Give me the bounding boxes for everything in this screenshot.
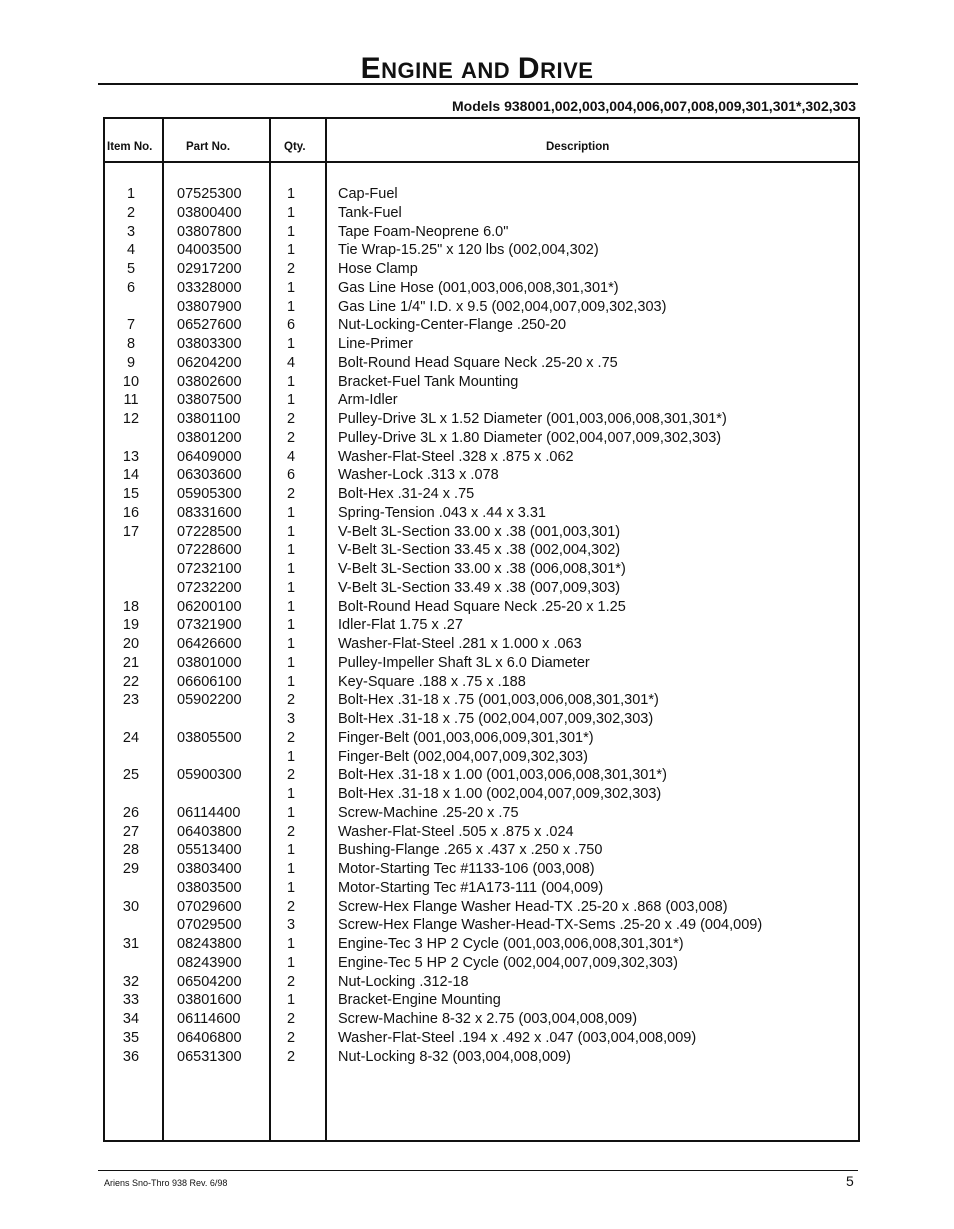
quantity: 2 — [286, 429, 296, 446]
description: Engine-Tec 3 HP 2 Cycle (001,003,006,008,301,301*) — [338, 936, 684, 952]
description: Idler-Flat 1.75 x .27 — [338, 617, 463, 634]
quantity: 2 — [286, 261, 296, 277]
description: Bolt-Round Head Square Neck .25-20 x .75 — [338, 354, 618, 371]
part-number: 06527600 — [177, 317, 242, 334]
item-number: 11 — [123, 392, 139, 409]
table-row — [105, 466, 858, 485]
description: Bracket-Fuel Tank Mounting — [338, 373, 519, 390]
item-number: 1 — [126, 186, 136, 202]
footer-text — [104, 1178, 227, 1188]
description: Key-Square .188 x .75 x .188 — [338, 673, 526, 690]
part-number: 03801100 — [177, 411, 241, 427]
item-number: 23 — [122, 692, 140, 709]
description: V-Belt 3L-Section 33.45 x .38 (002,004,302) — [338, 542, 621, 559]
part-number: 06303600 — [177, 467, 242, 484]
table-row — [105, 616, 858, 635]
header-part-no: Part No. — [186, 141, 231, 153]
table-row — [105, 185, 858, 204]
description: Bolt-Hex .31-24 x .75 — [338, 486, 475, 502]
part-number: 04003500 — [177, 242, 242, 259]
table-row — [105, 1029, 858, 1048]
footer-brand: Ariens — [104, 1178, 130, 1188]
part-number: 07029600 — [177, 898, 242, 915]
part-number: 06114600 — [177, 1011, 241, 1027]
description: Tape Foam-Neoprene 6.0" — [338, 223, 509, 240]
item-number: 31 — [122, 936, 140, 952]
quantity: 2 — [286, 411, 296, 427]
table-row — [105, 354, 858, 373]
description: Nut-Locking 8-32 (003,004,008,009) — [338, 1048, 571, 1065]
quantity: 1 — [286, 992, 296, 1009]
table-row — [105, 729, 858, 748]
item-number: 28 — [122, 842, 140, 859]
item-number: 19 — [122, 617, 140, 634]
quantity: 1 — [286, 242, 296, 259]
quantity: 1 — [286, 186, 296, 202]
part-number: 03801000 — [177, 654, 242, 671]
title-initial-e: E — [360, 52, 382, 85]
quantity: 1 — [286, 804, 296, 821]
quantity: 1 — [286, 673, 296, 690]
part-number: 07525300 — [177, 186, 242, 202]
part-number: 08243900 — [177, 954, 242, 971]
table-row — [105, 485, 858, 504]
item-number: 33 — [122, 992, 140, 1009]
table-row — [105, 1010, 858, 1029]
part-number: 06606100 — [177, 673, 242, 690]
quantity: 2 — [286, 1029, 296, 1046]
header-description: Description — [546, 141, 610, 153]
header-divider — [105, 161, 858, 163]
quantity: 1 — [286, 654, 296, 671]
table-row — [105, 991, 858, 1010]
table-row — [105, 954, 858, 973]
quantity: 1 — [286, 579, 296, 596]
description: Tie Wrap-15.25" x 120 lbs (002,004,302) — [338, 242, 599, 259]
table-row — [105, 541, 858, 560]
table-row — [105, 241, 858, 260]
models-line: Models 938001,002,003,004,006,007,008,009,301,301*,302,303 — [451, 98, 856, 114]
quantity: 1 — [286, 842, 296, 859]
part-number: 07321900 — [177, 617, 242, 634]
quantity: 2 — [286, 692, 296, 709]
item-number: 30 — [122, 898, 140, 915]
quantity: 1 — [286, 954, 296, 971]
item-number: 26 — [122, 804, 140, 821]
table-row — [105, 935, 858, 954]
item-number: 6 — [126, 279, 136, 296]
quantity: 4 — [286, 448, 296, 465]
quantity: 1 — [286, 279, 296, 296]
part-number: 03807500 — [177, 392, 242, 409]
description: Bushing-Flange .265 x .437 x .250 x .750 — [338, 842, 603, 859]
quantity: 4 — [286, 354, 296, 371]
item-number: 16 — [122, 504, 140, 521]
table-row — [105, 635, 858, 654]
item-number: 7 — [126, 317, 136, 334]
part-number: 06409000 — [177, 448, 242, 465]
quantity: 1 — [286, 598, 296, 615]
item-number: 8 — [126, 336, 136, 352]
table-row — [105, 766, 858, 785]
quantity: 2 — [286, 729, 296, 746]
description: Washer-Flat-Steel .328 x .875 x .062 — [338, 448, 574, 465]
quantity: 3 — [286, 917, 296, 934]
description: Screw-Machine .25-20 x .75 — [338, 804, 519, 821]
item-number: 32 — [122, 973, 140, 990]
quantity: 1 — [286, 748, 296, 765]
quantity: 1 — [286, 336, 296, 352]
table-row — [105, 916, 858, 935]
table-row — [105, 560, 858, 579]
quantity: 3 — [286, 711, 296, 727]
description: Motor-Starting Tec #1133-106 (003,008) — [338, 861, 595, 877]
page-title — [0, 52, 954, 86]
footer-doc-rev: Sno-Thro 938 Rev. 6/98 — [129, 1178, 228, 1188]
table-row — [105, 823, 858, 842]
description: Finger-Belt (001,003,006,009,301,301*) — [338, 729, 594, 746]
description: Engine-Tec 5 HP 2 Cycle (002,004,007,009,302,303) — [338, 954, 678, 971]
table-row — [105, 691, 858, 710]
quantity: 1 — [286, 523, 296, 540]
table-row — [105, 504, 858, 523]
description: Gas Line Hose (001,003,006,008,301,301*) — [338, 279, 619, 296]
part-number: 07228500 — [177, 523, 242, 540]
table-row — [105, 335, 858, 354]
quantity: 2 — [286, 767, 296, 784]
part-number: 06204200 — [177, 354, 242, 371]
table-row — [105, 710, 858, 729]
table-row — [105, 748, 858, 767]
part-number: 06114400 — [177, 804, 241, 821]
quantity: 6 — [286, 467, 296, 484]
table-row — [105, 223, 858, 242]
table-row — [105, 204, 858, 223]
table-row — [105, 316, 858, 335]
title-word-drive: RIVE — [540, 58, 594, 83]
description: Cap-Fuel — [338, 186, 398, 202]
item-number: 2 — [126, 204, 136, 221]
item-number: 29 — [122, 861, 140, 877]
quantity: 1 — [286, 636, 296, 652]
parts-table — [103, 117, 860, 1142]
description: Screw-Hex Flange Washer Head-TX .25-20 x .868 (003,008) — [338, 898, 728, 915]
table-row — [105, 523, 858, 542]
quantity: 1 — [286, 617, 296, 634]
description: Bolt-Hex .31-18 x .75 (002,004,007,009,302,303) — [338, 711, 654, 727]
part-number: 03803400 — [177, 861, 242, 877]
table-row — [105, 804, 858, 823]
quantity: 1 — [286, 879, 296, 896]
header-item-no: Item No. — [107, 141, 153, 153]
item-number: 27 — [122, 823, 140, 840]
table-body — [105, 185, 858, 1066]
table-row — [105, 410, 858, 429]
table-row — [105, 973, 858, 992]
item-number: 13 — [122, 448, 140, 465]
part-number: 03801600 — [177, 992, 242, 1009]
item-number: 22 — [122, 673, 140, 690]
table-row — [105, 1048, 858, 1067]
quantity: 1 — [286, 373, 296, 390]
part-number: 03800400 — [177, 204, 242, 221]
description: Washer-Flat-Steel .505 x .875 x .024 — [338, 823, 574, 840]
description: Motor-Starting Tec #1A173-111 (004,009) — [338, 879, 604, 896]
description: Bolt-Hex .31-18 x 1.00 (002,004,007,009,302,303) — [338, 786, 662, 802]
quantity: 2 — [286, 486, 296, 502]
item-number: 4 — [126, 242, 136, 259]
quantity: 2 — [286, 1048, 296, 1065]
part-number: 03802600 — [177, 373, 242, 390]
table-row — [105, 879, 858, 898]
part-number: 05513400 — [177, 842, 242, 859]
description: Nut-Locking-Center-Flange .250-20 — [338, 317, 567, 334]
part-number: 06200100 — [177, 598, 242, 615]
quantity: 1 — [286, 542, 296, 559]
part-number: 06406800 — [177, 1029, 242, 1046]
part-number: 06531300 — [177, 1048, 242, 1065]
quantity: 2 — [286, 1011, 296, 1027]
part-number: 07029500 — [177, 917, 242, 934]
quantity: 1 — [286, 786, 296, 802]
quantity: 1 — [286, 936, 296, 952]
item-number: 12 — [122, 411, 140, 427]
table-row — [105, 860, 858, 879]
part-number: 08243800 — [177, 936, 242, 952]
table-row — [105, 279, 858, 298]
part-number: 07232200 — [177, 579, 242, 596]
description: Washer-Flat-Steel .281 x 1.000 x .063 — [338, 636, 582, 652]
item-number: 10 — [122, 373, 140, 390]
quantity: 6 — [286, 317, 296, 334]
table-row — [105, 298, 858, 317]
page-number: 5 — [846, 1173, 854, 1189]
quantity: 1 — [286, 392, 296, 409]
description: V-Belt 3L-Section 33.00 x .38 (001,003,301) — [338, 523, 621, 540]
part-number: 06504200 — [177, 973, 242, 990]
part-number: 03328000 — [177, 279, 242, 296]
title-word-and: AND — [461, 58, 511, 83]
part-number: 02917200 — [177, 261, 242, 277]
item-number: 9 — [126, 354, 136, 371]
table-row — [105, 260, 858, 279]
item-number: 14 — [122, 467, 140, 484]
description: V-Belt 3L-Section 33.49 x .38 (007,009,303) — [338, 579, 621, 596]
quantity: 2 — [286, 823, 296, 840]
part-number: 07228600 — [177, 542, 242, 559]
quantity: 1 — [286, 223, 296, 240]
description: Bolt-Round Head Square Neck .25-20 x 1.25 — [338, 598, 626, 615]
part-number: 07232100 — [177, 561, 242, 577]
item-number: 34 — [122, 1011, 140, 1027]
part-number: 06403800 — [177, 823, 242, 840]
part-number: 03801200 — [177, 429, 242, 446]
part-number: 03803300 — [177, 336, 242, 352]
description: Pulley-Impeller Shaft 3L x 6.0 Diameter — [338, 654, 590, 671]
part-number: 03803500 — [177, 879, 242, 896]
description: Gas Line 1/4" I.D. x 9.5 (002,004,007,009,302,303) — [338, 298, 667, 315]
title-word-engine: NGINE — [381, 58, 454, 83]
quantity: 1 — [286, 561, 296, 577]
item-number: 17 — [122, 523, 140, 540]
quantity: 2 — [286, 973, 296, 990]
part-number: 03807900 — [177, 298, 242, 315]
table-row — [105, 898, 858, 917]
description: Screw-Hex Flange Washer-Head-TX-Sems .25-20 x .49 (004,009) — [338, 917, 763, 934]
description: V-Belt 3L-Section 33.00 x .38 (006,008,301*) — [338, 561, 626, 577]
table-row — [105, 841, 858, 860]
footer-rule — [98, 1170, 858, 1171]
description: Bolt-Hex .31-18 x .75 (001,003,006,008,301,301*) — [338, 692, 659, 709]
table-row — [105, 448, 858, 467]
part-number: 05902200 — [177, 692, 242, 709]
description: Pulley-Drive 3L x 1.52 Diameter (001,003,006,008,301,301*) — [338, 411, 727, 427]
item-number: 36 — [122, 1048, 140, 1065]
part-number: 05905300 — [177, 486, 242, 502]
item-number: 25 — [122, 767, 140, 784]
item-number: 21 — [122, 654, 140, 671]
quantity: 1 — [286, 298, 296, 315]
part-number: 03805500 — [177, 729, 242, 746]
table-row — [105, 654, 858, 673]
table-row — [105, 673, 858, 692]
part-number: 03807800 — [177, 223, 242, 240]
item-number: 5 — [126, 261, 136, 277]
table-row — [105, 373, 858, 392]
description: Nut-Locking .312-18 — [338, 973, 469, 990]
part-number: 05900300 — [177, 767, 242, 784]
item-number: 3 — [126, 223, 136, 240]
table-row — [105, 391, 858, 410]
description: Screw-Machine 8-32 x 2.75 (003,004,008,009) — [338, 1011, 638, 1027]
description: Washer-Lock .313 x .078 — [338, 467, 499, 484]
title-initial-d: D — [517, 52, 541, 85]
table-row — [105, 579, 858, 598]
description: Pulley-Drive 3L x 1.80 Diameter (002,004,007,009,302,303) — [338, 429, 722, 446]
title-rule — [98, 83, 858, 85]
table-row — [105, 785, 858, 804]
item-number: 20 — [122, 636, 140, 652]
table-row — [105, 598, 858, 617]
item-number: 35 — [122, 1029, 140, 1046]
table-row — [105, 429, 858, 448]
description: Hose Clamp — [338, 261, 418, 277]
item-number: 15 — [122, 486, 140, 502]
description: Bracket-Engine Mounting — [338, 992, 501, 1009]
quantity: 1 — [286, 861, 296, 877]
description: Spring-Tension .043 x .44 x 3.31 — [338, 504, 546, 521]
description: Line-Primer — [338, 336, 413, 352]
description: Finger-Belt (002,004,007,009,302,303) — [338, 748, 588, 765]
description: Washer-Flat-Steel .194 x .492 x .047 (003,004,008,009) — [338, 1029, 697, 1046]
description: Bolt-Hex .31-18 x 1.00 (001,003,006,008,301,301*) — [338, 767, 667, 784]
part-number: 08331600 — [177, 504, 242, 521]
quantity: 1 — [286, 204, 296, 221]
quantity: 1 — [286, 504, 296, 521]
part-number: 06426600 — [177, 636, 242, 652]
description: Tank-Fuel — [338, 204, 402, 221]
quantity: 2 — [286, 898, 296, 915]
header-qty: Qty. — [284, 141, 306, 153]
item-number: 18 — [122, 598, 140, 615]
description: Arm-Idler — [338, 392, 398, 409]
item-number: 24 — [122, 729, 140, 746]
